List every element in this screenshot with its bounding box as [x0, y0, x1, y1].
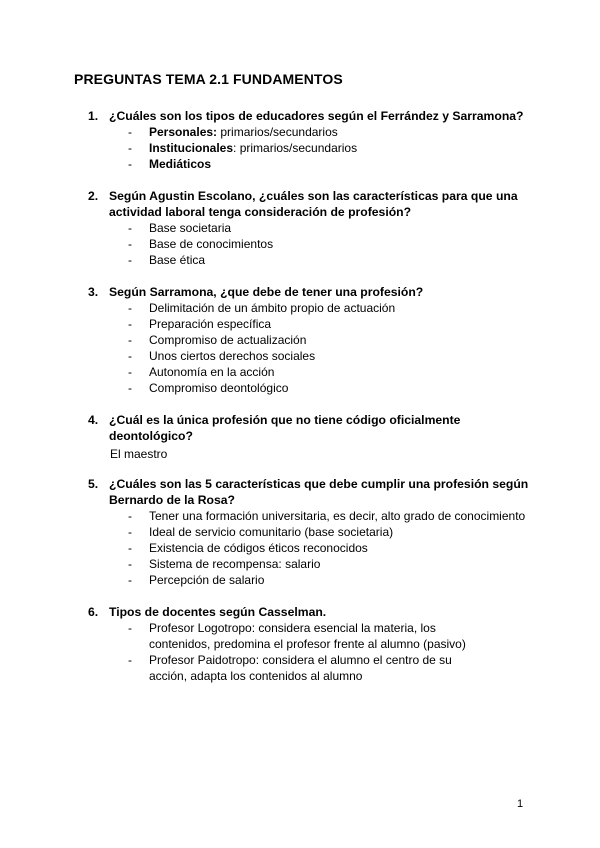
item-text: Unos ciertos derechos sociales	[149, 349, 316, 363]
question-number: 6.	[88, 605, 99, 619]
item-text: Percepción de salario	[149, 573, 265, 587]
page-title: PREGUNTAS TEMA 2.1 FUNDAMENTOS	[74, 71, 343, 87]
question-number: 1.	[88, 109, 99, 123]
dash-bullet: -	[128, 509, 132, 523]
question-number: 2.	[88, 189, 99, 203]
list-item	[88, 540, 538, 556]
dash-bullet: -	[128, 621, 132, 635]
list-item	[88, 620, 538, 652]
list-item	[88, 236, 538, 252]
dash-bullet: -	[128, 317, 132, 331]
question-text: ¿Cuáles son las 5 características que debe cumplir una profesión según Bernardo de la Rosa?	[109, 477, 529, 507]
item-text: Sistema de recompensa: salario	[149, 557, 321, 571]
dash-bullet: -	[128, 221, 132, 235]
list-item	[88, 652, 538, 684]
list-item	[88, 300, 538, 316]
item-text: Tener una formación universitaria, es decir, alto grado de conocimiento	[149, 509, 526, 523]
dash-bullet: -	[128, 365, 132, 379]
question-number: 3.	[88, 285, 99, 299]
answer-text: El maestro	[110, 447, 168, 461]
item-value: primarios/secundarios	[217, 125, 338, 139]
dash-bullet: -	[128, 253, 132, 267]
question-5	[88, 476, 538, 588]
item-value: : primarios/secundarios	[233, 141, 358, 155]
dash-bullet: -	[128, 237, 132, 251]
item-text: Delimitación de un ámbito propio de actuación	[149, 301, 396, 315]
dash-bullet: -	[128, 157, 132, 171]
item-text: Autonomía en la acción	[149, 365, 275, 379]
dash-bullet: -	[128, 541, 132, 555]
dash-bullet: -	[128, 557, 132, 571]
list-item	[88, 556, 538, 572]
list-item	[88, 140, 538, 156]
dash-bullet: -	[128, 333, 132, 347]
item-label: Mediáticos	[149, 157, 212, 171]
item-text: Base societaria	[149, 221, 232, 235]
dash-bullet: -	[128, 381, 132, 395]
question-text: Según Sarramona, ¿que debe de tener una profesión?	[109, 285, 424, 299]
dash-bullet: -	[128, 653, 132, 667]
item-label: Personales:	[149, 125, 218, 139]
question-6	[88, 604, 538, 684]
question-3	[88, 284, 538, 396]
dash-bullet: -	[128, 141, 132, 155]
item-text: Profesor Logotropo: considera esencial la materia, los contenidos, predomina el profesor frente al alumno (pasivo)	[149, 621, 466, 651]
question-2	[88, 188, 538, 268]
dash-bullet: -	[128, 349, 132, 363]
question-text: ¿Cuáles son los tipos de educadores según el Ferrández y Sarramona?	[109, 109, 524, 123]
question-text: ¿Cuál es la única profesión que no tiene código oficialmente deontológico?	[109, 413, 461, 443]
dash-bullet: -	[128, 301, 132, 315]
item-text: Preparación específica	[149, 317, 272, 331]
page-number: 1	[517, 798, 524, 810]
item-text: Compromiso deontológico	[149, 381, 289, 395]
question-4	[88, 412, 538, 462]
question-1	[88, 108, 538, 172]
list-item	[88, 332, 538, 348]
list-item	[88, 252, 538, 268]
list-item	[88, 156, 538, 172]
question-number: 4.	[88, 413, 99, 427]
dash-bullet: -	[128, 573, 132, 587]
list-item	[88, 524, 538, 540]
item-label: Institucionales	[149, 141, 234, 155]
list-item	[88, 572, 538, 588]
item-text: Base ética	[149, 253, 206, 267]
question-number: 5.	[88, 477, 99, 491]
question-text: Tipos de docentes según Casselman.	[109, 605, 327, 619]
item-text: Compromiso de actualización	[149, 333, 307, 347]
dash-bullet: -	[128, 125, 132, 139]
dash-bullet: -	[128, 525, 132, 539]
question-text: Según Agustin Escolano, ¿cuáles son las características para que una actividad laboral tenga consideración de profesión?	[109, 189, 518, 219]
list-item	[88, 348, 538, 364]
item-text: Base de conocimientos	[149, 237, 274, 251]
list-item	[88, 508, 538, 524]
list-item	[88, 124, 538, 140]
list-item	[88, 316, 538, 332]
item-text: Profesor Paidotropo: considera el alumno el centro de su acción, adapta los contenidos al alumno	[149, 653, 452, 683]
item-text: Ideal de servicio comunitario (base societaria)	[149, 525, 394, 539]
list-item	[88, 220, 538, 236]
list-item	[88, 380, 538, 396]
item-text: Existencia de códigos éticos reconocidos	[149, 541, 368, 555]
list-item	[88, 364, 538, 380]
